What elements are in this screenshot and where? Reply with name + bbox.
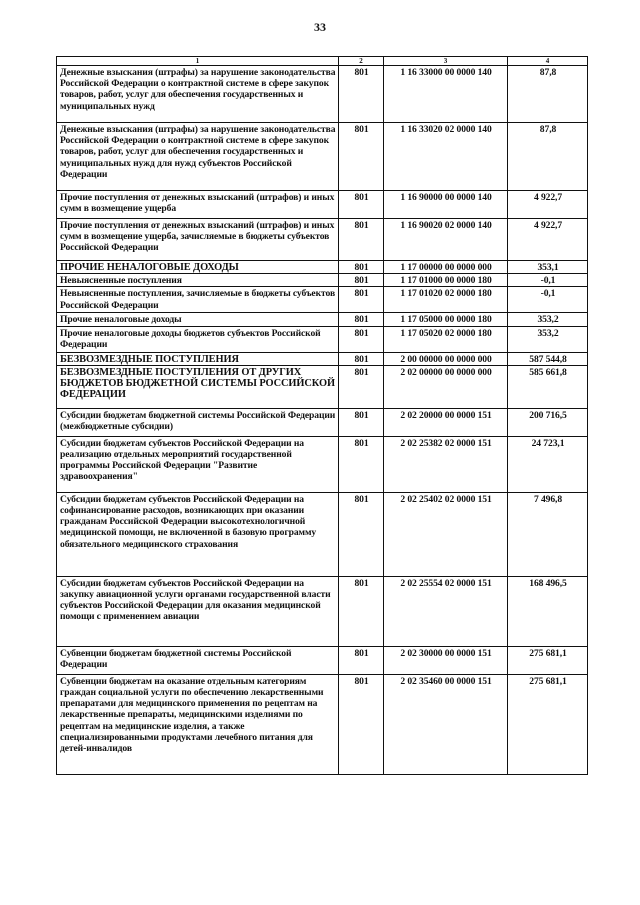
row-name: Субсидии бюджетам субъектов Российской Федерации на реализацию отдельных мероприятий государственной программы Российской Федерации "Развитие здравоохранения" xyxy=(57,436,339,492)
row-budget-code: 2 02 25554 02 0000 151 xyxy=(384,576,508,646)
table-row xyxy=(57,274,588,287)
row-name: Денежные взыскания (штрафы) за нарушение законодательства Российской Федерации о контрактной системе в сфере закупок товаров, работ, услуг для обеспечения государственных и муниципальных нужд для нужд субъектов Российской Федерации xyxy=(57,123,339,191)
row-name: Субвенции бюджетам бюджетной системы Российской Федерации xyxy=(57,646,339,674)
row-admin-code: 801 xyxy=(339,219,384,261)
table-row xyxy=(57,408,588,436)
table-row xyxy=(57,365,588,408)
row-admin-code: 801 xyxy=(339,326,384,352)
row-amount: 353,1 xyxy=(508,261,588,274)
row-name: БЕЗВОЗМЕЗДНЫЕ ПОСТУПЛЕНИЯ ОТ ДРУГИХ БЮДЖЕТОВ БЮДЖЕТНОЙ СИСТЕМЫ РОССИЙСКОЙ ФЕДЕРАЦИИ xyxy=(57,365,339,408)
row-admin-code: 801 xyxy=(339,492,384,576)
row-amount: 87,8 xyxy=(508,123,588,191)
row-amount: 275 681,1 xyxy=(508,674,588,774)
row-name: Субсидии бюджетам субъектов Российской Федерации на закупку авиационной услуги органами государственной власти субъектов Российской Федерации для оказания медицинской помощи с применением авиации xyxy=(57,576,339,646)
row-amount: 200 716,5 xyxy=(508,408,588,436)
row-amount: 4 922,7 xyxy=(508,219,588,261)
row-admin-code: 801 xyxy=(339,408,384,436)
row-admin-code: 801 xyxy=(339,66,384,123)
row-amount: 587 544,8 xyxy=(508,352,588,365)
row-budget-code: 2 02 20000 00 0000 151 xyxy=(384,408,508,436)
column-header-1: 1 xyxy=(57,57,339,66)
row-amount: 168 496,5 xyxy=(508,576,588,646)
revenue-table xyxy=(56,56,588,775)
row-budget-code: 2 02 25402 02 0000 151 xyxy=(384,492,508,576)
row-admin-code: 801 xyxy=(339,436,384,492)
row-name: Субсидии бюджетам субъектов Российской Федерации на софинансирование расходов, возникающих при оказании гражданам Российской Федерации высокотехнологичной медицинской помощи, не включенной в базовую программу обязательного медицинского страхования xyxy=(57,492,339,576)
row-name: БЕЗВОЗМЕЗДНЫЕ ПОСТУПЛЕНИЯ xyxy=(57,352,339,365)
row-budget-code: 1 17 01000 00 0000 180 xyxy=(384,274,508,287)
row-budget-code: 1 17 05020 02 0000 180 xyxy=(384,326,508,352)
row-admin-code: 801 xyxy=(339,674,384,774)
table-row xyxy=(57,674,588,774)
row-admin-code: 801 xyxy=(339,261,384,274)
row-admin-code: 801 xyxy=(339,313,384,326)
row-amount: 353,2 xyxy=(508,326,588,352)
row-budget-code: 2 02 25382 02 0000 151 xyxy=(384,436,508,492)
row-admin-code: 801 xyxy=(339,123,384,191)
row-budget-code: 1 17 05000 00 0000 180 xyxy=(384,313,508,326)
row-name: Невыясненные поступления, зачисляемые в бюджеты субъектов Российской Федерации xyxy=(57,287,339,313)
table-row xyxy=(57,191,588,219)
row-budget-code: 2 02 30000 00 0000 151 xyxy=(384,646,508,674)
table-row xyxy=(57,646,588,674)
table-row xyxy=(57,326,588,352)
row-name: Прочие неналоговые доходы бюджетов субъектов Российской Федерации xyxy=(57,326,339,352)
table-row xyxy=(57,492,588,576)
page-number: 33 xyxy=(314,20,326,34)
row-admin-code: 801 xyxy=(339,576,384,646)
row-name: Субвенции бюджетам на оказание отдельным категориям граждан социальной услуги по обеспечению лекарственными препаратами для медицинского применения по рецептам на лекарственные препараты, медицинскими изделиями по рецептам на медицинские изделия, а также специализированными продуктами лечебного питания для детей-инвалидов xyxy=(57,674,339,774)
table-row xyxy=(57,261,588,274)
row-budget-code: 2 02 35460 00 0000 151 xyxy=(384,674,508,774)
row-amount: 4 922,7 xyxy=(508,191,588,219)
row-admin-code: 801 xyxy=(339,191,384,219)
table-row xyxy=(57,436,588,492)
table-row xyxy=(57,287,588,313)
row-amount: 24 723,1 xyxy=(508,436,588,492)
row-amount: 87,8 xyxy=(508,66,588,123)
table-header-row xyxy=(57,57,588,66)
row-admin-code: 801 xyxy=(339,646,384,674)
table-row xyxy=(57,219,588,261)
row-amount: 353,2 xyxy=(508,313,588,326)
row-name: Денежные взыскания (штрафы) за нарушение законодательства Российской Федерации о контрактной системе в сфере закупок товаров, работ, услуг для обеспечения государственных и муниципальных нужд xyxy=(57,66,339,123)
row-name: Невыясненные поступления xyxy=(57,274,339,287)
row-admin-code: 801 xyxy=(339,274,384,287)
row-budget-code: 1 16 90000 00 0000 140 xyxy=(384,191,508,219)
row-budget-code: 2 00 00000 00 0000 000 xyxy=(384,352,508,365)
row-budget-code: 2 02 00000 00 0000 000 xyxy=(384,365,508,408)
row-budget-code: 1 17 00000 00 0000 000 xyxy=(384,261,508,274)
row-budget-code: 1 16 90020 02 0000 140 xyxy=(384,219,508,261)
row-name: ПРОЧИЕ НЕНАЛОГОВЫЕ ДОХОДЫ xyxy=(57,261,339,274)
row-budget-code: 1 16 33020 02 0000 140 xyxy=(384,123,508,191)
table-row xyxy=(57,66,588,123)
table-row xyxy=(57,352,588,365)
row-budget-code: 1 17 01020 02 0000 180 xyxy=(384,287,508,313)
column-header-3: 3 xyxy=(384,57,508,66)
row-amount: -0,1 xyxy=(508,287,588,313)
row-admin-code: 801 xyxy=(339,352,384,365)
column-header-2: 2 xyxy=(339,57,384,66)
row-name: Субсидии бюджетам бюджетной системы Российской Федерации (межбюджетные субсидии) xyxy=(57,408,339,436)
table-row xyxy=(57,313,588,326)
table-row xyxy=(57,123,588,191)
row-amount: 7 496,8 xyxy=(508,492,588,576)
column-header-4: 4 xyxy=(508,57,588,66)
row-amount: 585 661,8 xyxy=(508,365,588,408)
row-budget-code: 1 16 33000 00 0000 140 xyxy=(384,66,508,123)
row-name: Прочие поступления от денежных взысканий (штрафов) и иных сумм в возмещение ущерба, зачисляемые в бюджеты субъектов Российской Федерации xyxy=(57,219,339,261)
row-admin-code: 801 xyxy=(339,365,384,408)
row-name: Прочие неналоговые доходы xyxy=(57,313,339,326)
row-amount: 275 681,1 xyxy=(508,646,588,674)
row-admin-code: 801 xyxy=(339,287,384,313)
row-name: Прочие поступления от денежных взысканий (штрафов) и иных сумм в возмещение ущерба xyxy=(57,191,339,219)
row-amount: -0,1 xyxy=(508,274,588,287)
table-row xyxy=(57,576,588,646)
